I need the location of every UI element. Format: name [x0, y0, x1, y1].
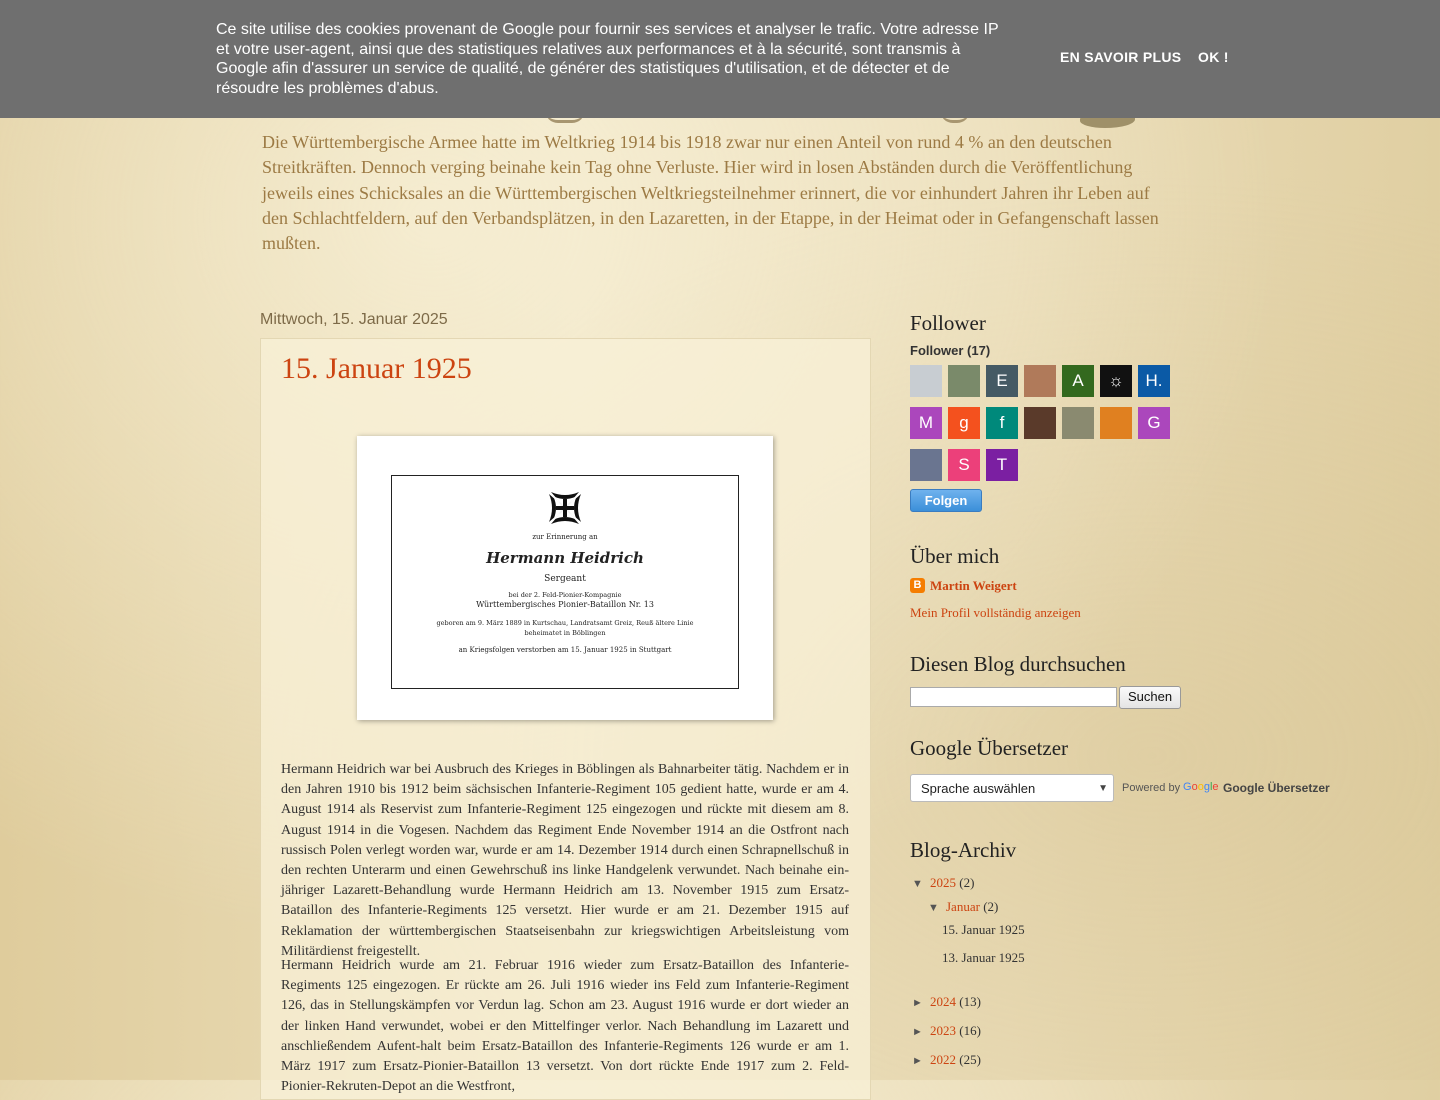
follow-button[interactable]: Folgen	[910, 489, 982, 512]
archive-year-2023	[912, 1023, 981, 1039]
cookie-ok-button[interactable]: OK !	[1198, 49, 1229, 65]
profile-name-link[interactable]: Martin Weigert	[930, 578, 1017, 593]
card-name: Hermann Heidrich	[486, 549, 644, 567]
chevron-down-icon: ▼	[1098, 783, 1108, 794]
archive-year-link[interactable]: 2023	[930, 1023, 956, 1038]
post-paragraph: Hermann Heidrich war bei Ausbruch des Krieges in Böblingen als Bahnarbeiter tätig. Nachdem er in den Jahren 1910 bis 1912 beim sächsischen Infanterie-Regiment 105 gedient hatte, wurde er am 4. August 1914 als Reservist zum Infanterie-Regiment 125 eingezogen und rückte mit diesem am 8. August 1914 in die Vogesen. Nachdem das Regiment Ende November 1914 an die Ostfront nach russisch Polen verlegt worden war, wurde er am 14. Dezember 1914 durch einen Schrapnellschuß in den rechten Unterarm und einen Gewehrschuß ins linke Handgelenk verwundet. Nach beinahe ein-jähriger Lazarett-Behandlung wurde Hermann Heidrich am 13. November 1915 zum Ersatz-Bataillon des Infanterie-Regiments 125 versetzt. Hier wurde er am 21. Dezember 1915 auf Reklamation der württembergischen Staatseisenbahn zur kriegswichtigen Arbeitsleistung vom Militärdienst freigestellt.	[281, 762, 849, 959]
search-button[interactable]: Suchen	[1119, 686, 1181, 709]
archive-count: (25)	[959, 1052, 981, 1067]
archive-year-link[interactable]: 2024	[930, 994, 956, 1009]
card-birth-line2: beheimatet in Böblingen	[524, 629, 606, 637]
archive-year-link[interactable]: 2022	[930, 1052, 956, 1067]
archive-count: (16)	[959, 1023, 981, 1038]
google-translate-link[interactable]: Google Übersetzer	[1223, 781, 1330, 795]
archive-title: Blog-Archiv	[910, 838, 1017, 862]
google-logo: Google	[1183, 781, 1219, 793]
follower-avatar[interactable]	[1024, 365, 1056, 397]
card-death-line: an Kriegsfolgen verstorben am 15. Januar 1925 in Stuttgart	[458, 646, 672, 654]
archive-count: (2)	[959, 875, 975, 890]
expand-toggle-icon[interactable]: ►	[912, 1055, 923, 1067]
language-select-label: Sprache auswählen	[921, 781, 1036, 796]
follower-avatar[interactable]: g	[948, 407, 980, 439]
post-date: Mittwoch, 15. Januar 2025	[260, 311, 448, 328]
expand-toggle-icon[interactable]: ►	[912, 997, 923, 1009]
follower-avatar[interactable]: S	[948, 449, 980, 481]
blogger-icon: B	[910, 578, 925, 593]
archive-year-2022	[912, 1052, 981, 1068]
post-title[interactable]: 15. Januar 1925	[281, 352, 472, 385]
full-profile-link[interactable]: Mein Profil vollständig anzeigen	[910, 605, 1081, 620]
follower-avatar[interactable]: A	[1062, 365, 1094, 397]
post-image[interactable]	[357, 436, 773, 720]
follower-avatar[interactable]: E	[986, 365, 1018, 397]
archive-post-link[interactable]: 13. Januar 1925	[942, 950, 1025, 965]
card-birth-line1: geboren am 9. März 1889 in Kurtschau, Landratsamt Greiz, Reuß ältere Linie	[436, 619, 694, 627]
collapse-toggle-icon[interactable]: ▼	[912, 878, 923, 890]
iron-cross-icon	[546, 489, 584, 527]
post-paragraph: Hermann Heidrich wurde am 21. Februar 1916 wieder zum Ersatz-Bataillon des Infanterie-Regiments 125 eingezogen. Er rückte am 26. Juli 1916 wieder ins Feld zum Infanterie-Regiment 126, das in Stellungskämpfen vor Verdun lag. Schon am 23. August 1916 wurde er dort wieder an der linken Hand verwundet, wobei er den Mittelfinger verlor. Nach Behandlung im Lazarett und anschließendem Aufent-halt beim Ersatz-Bataillon des Infanterie-Regiments 126 wurde er am 1. März 1917 zum Ersatz-Pionier-Bataillon 13 versetzt. Von dort rückte Ende 1917 zum 2. Feld-Pionier-Rekruten-Depot an die Westfront,	[281, 958, 849, 1095]
cookie-text: Ce site utilise des cookies provenant de Google pour fournir ses services et analyser le trafic. Votre adresse IP et votre user-agent, ainsi que des statistiques relatives aux performances et à la sécurité, sont transmis à Google afin d'assurer un service de qualité, de générer des statistiques d'utilisation, et de détecter et de résoudre les problèmes d'abus.	[216, 21, 999, 97]
archive-month-januar	[928, 899, 998, 915]
cookie-banner	[0, 0, 1440, 118]
follower-avatar[interactable]	[1062, 407, 1094, 439]
translate-title: Google Übersetzer	[910, 736, 1069, 760]
blog-description: Die Württembergische Armee hatte im Weltkrieg 1914 bis 1918 zwar nur einen Anteil von rund 4 % an den deutschen Streitkräften. Dennoch verging beinahe kein Tag ohne Verluste. Hier wird in losen Abständen durch die Veröffentlichung jeweils eines Schicksales an die Württembergischen Weltkriegsteilnehmer erinnert, die vor einhundert Jahren ihr Leben auf den Schlachtfeldern, auf den Verbandsplätzen, in den Lazaretten, in der Etappe, in der Heimat oder in Gefangenschaft lassen mußten.	[262, 132, 1159, 254]
followers-count: Follower (17)	[910, 343, 991, 358]
card-rank: Sergeant	[544, 574, 586, 584]
archive-year-2024	[912, 994, 981, 1010]
archive-count: (13)	[959, 994, 981, 1009]
card-unit-line2: Württembergisches Pionier-Bataillon Nr. 13	[476, 600, 654, 609]
card-intro: zur Erinnerung an	[532, 533, 598, 541]
archive-post-link[interactable]: 15. Januar 1925	[942, 922, 1025, 937]
memorial-card	[391, 475, 739, 689]
follower-avatar[interactable]: T	[986, 449, 1018, 481]
language-select[interactable]	[910, 774, 1114, 802]
archive-month-link[interactable]: Januar	[946, 899, 980, 914]
follower-avatar[interactable]	[948, 365, 980, 397]
follower-avatar[interactable]: G	[1138, 407, 1170, 439]
follower-avatar[interactable]: ☼	[1100, 365, 1132, 397]
about-title: Über mich	[910, 544, 1000, 568]
follower-avatar[interactable]: M	[910, 407, 942, 439]
powered-by-label: Powered by	[1122, 782, 1181, 794]
expand-toggle-icon[interactable]: ►	[912, 1026, 923, 1038]
follower-avatar[interactable]: f	[986, 407, 1018, 439]
follower-avatar[interactable]	[910, 449, 942, 481]
search-input[interactable]	[910, 687, 1117, 707]
follower-avatar[interactable]	[1100, 407, 1132, 439]
followers-title: Follower	[910, 311, 986, 335]
follower-avatar[interactable]	[1024, 407, 1056, 439]
collapse-toggle-icon[interactable]: ▼	[928, 902, 939, 914]
follower-avatar[interactable]: H.	[1138, 365, 1170, 397]
card-unit-line1: bei der 2. Feld-Pionier-Kompagnie	[508, 591, 622, 599]
archive-year-link[interactable]: 2025	[930, 875, 956, 890]
learn-more-button[interactable]: EN SAVOIR PLUS	[1060, 49, 1182, 65]
archive-count: (2)	[983, 899, 999, 914]
archive-year-2025	[912, 875, 974, 891]
search-title: Diesen Blog durchsuchen	[910, 652, 1126, 676]
follower-avatar[interactable]	[910, 365, 942, 397]
